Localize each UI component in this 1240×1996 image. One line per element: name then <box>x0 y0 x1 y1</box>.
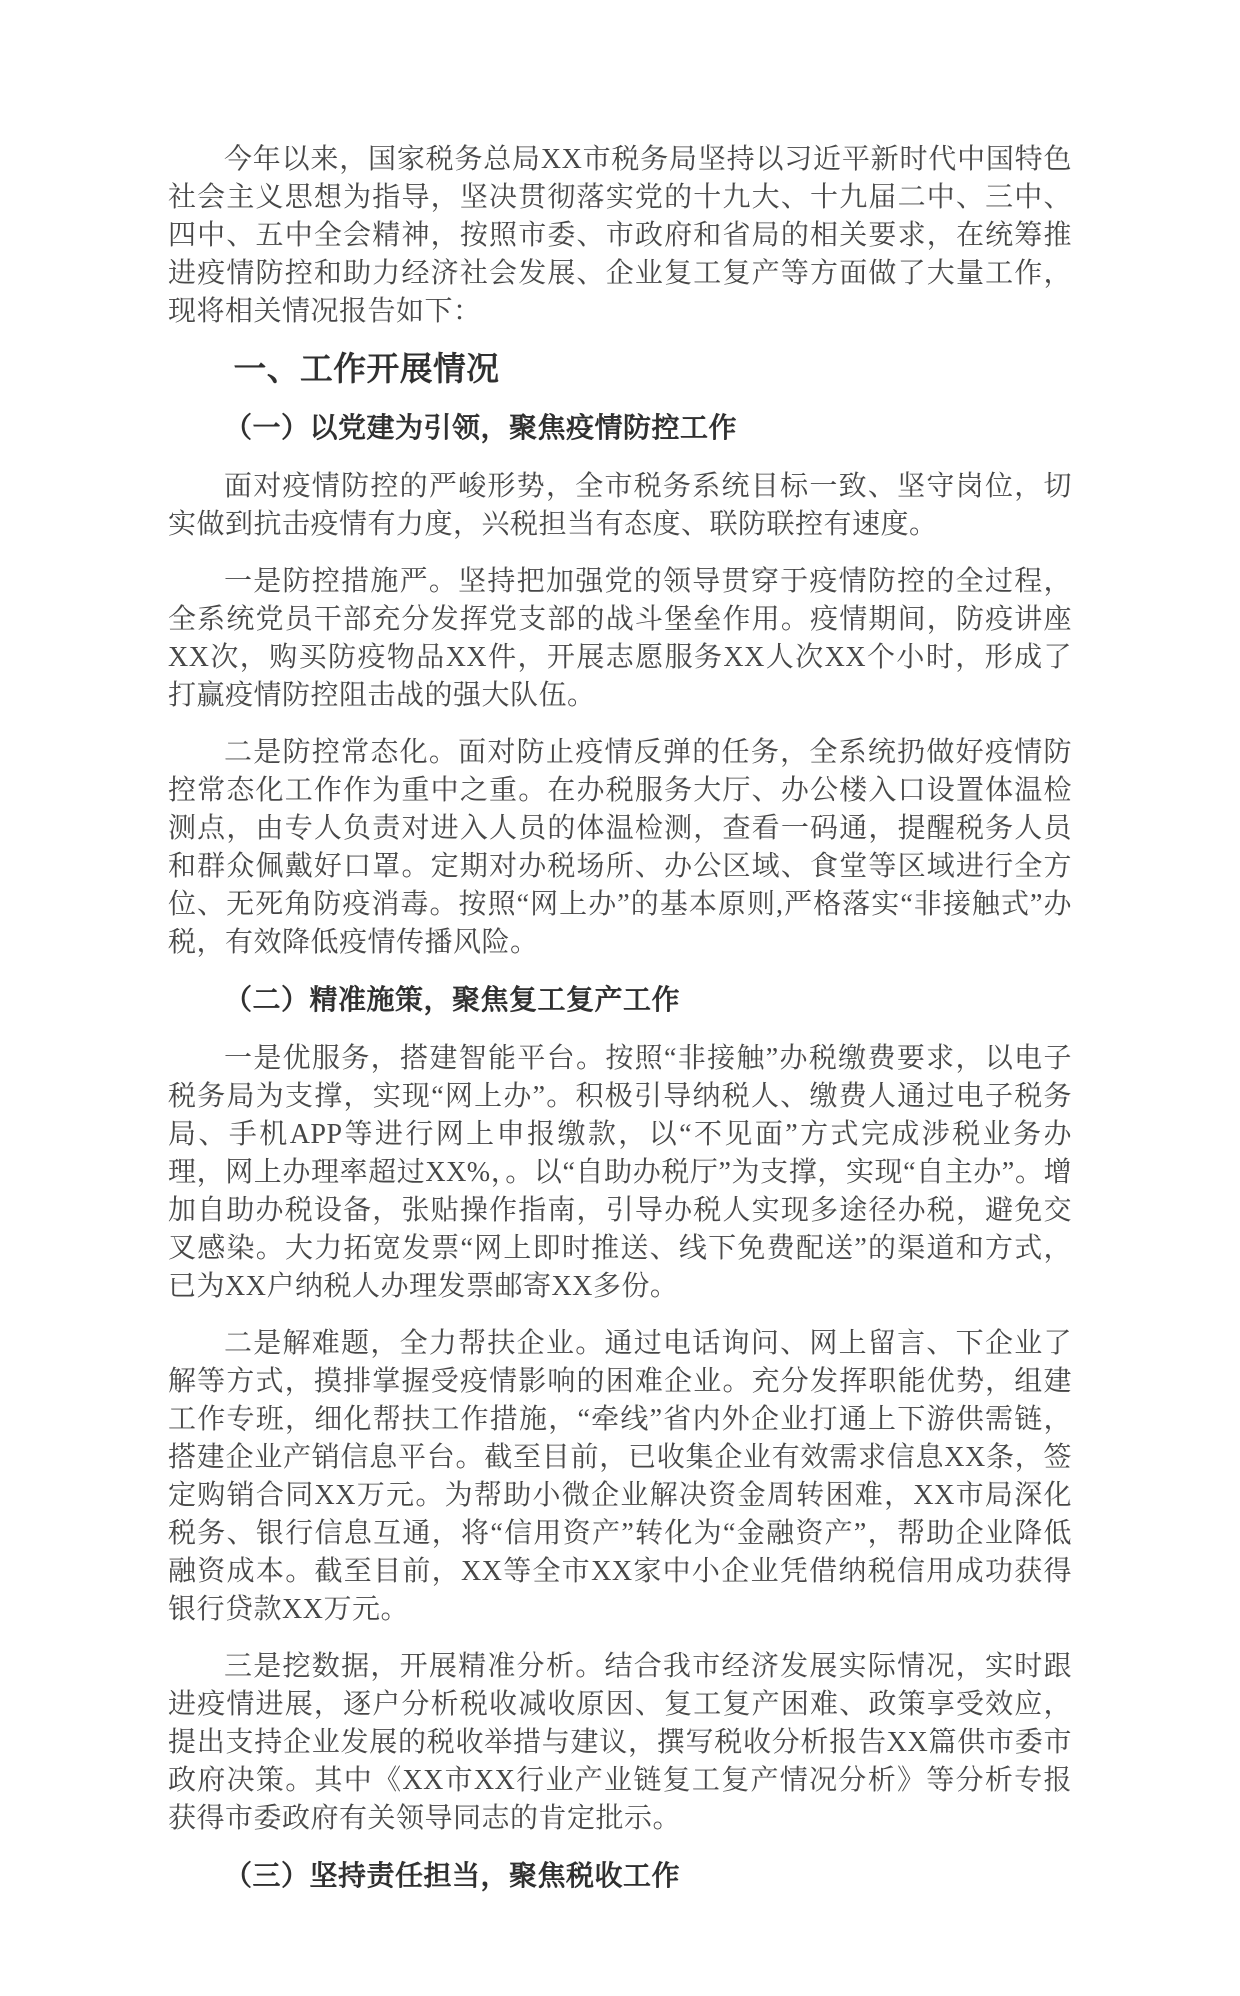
paragraph-normalized-control: 二是防控常态化。面对防止疫情反弹的任务，全系统扔做好疫情防控常态化工作作为重中之重。在办税服务大厅、办公楼入口设置体温检测点，由专人负责对进入人员的体温检测，查看一码通，提醒税务人员和群众佩戴好口罩。定期对办税场所、办公区域、食堂等区域进行全方位、无死角防疫消毒。按照“网上办”的基本原则,严格落实“非接触式”办税，有效降低疫情传播风险。 <box>168 737 1072 958</box>
paragraph-help-enterprises: 二是解难题，全力帮扶企业。通过电话询问、网上留言、下企业了解等方式，摸排掌握受疫情影响的困难企业。充分发挥职能优势，组建工作专班，细化帮扶工作措施，“牵线”省内外企业打通上下游供需链，搭建企业产销信息平台。截至目前，已收集企业有效需求信息XX条，签定购销合同XX万元。为帮助小微企业解决资金周转困难，XX市局深化税务、银行信息互通，将“信用资产”转化为“金融资产”，帮助企业降低融资成本。截至目前，XX等全市XX家中小企业凭借纳税信用成功获得银行贷款XX万元。 <box>168 1328 1072 1625</box>
paragraph-epidemic-overview: 面对疫情防控的严峻形势，全市税务系统目标一致、坚守岗位，切实做到抗击疫情有力度，兴税担当有态度、联防联控有速度。 <box>168 471 1072 540</box>
paragraph-data-analysis: 三是挖数据，开展精准分析。结合我市经济发展实际情况，实时跟进疫情进展，逐户分析税收减收原因、复工复产困难、政策享受效应，提出支持企业发展的税收举措与建议，撰写税收分析报告XX篇供市委市政府决策。其中《XX市XX行业产业链复工复产情况分析》等分析专报获得市委政府有关领导同志的肯定批示。 <box>168 1651 1072 1834</box>
subsection-heading-resume-work: （二）精准施策，聚焦复工复产工作 <box>224 984 681 1015</box>
subsection-heading-party-epidemic-control: （一）以党建为引领，聚焦疫情防控工作 <box>224 412 738 443</box>
paragraph-strict-control-measures: 一是防控措施严。坚持把加强党的领导贯穿于疫情防控的全过程，全系统党员干部充分发挥党支部的战斗堡垒作用。疫情期间，防疫讲座XX次，购买防疫物品XX件，开展志愿服务XX人次XX个小时，形成了打赢疫情防控阻击战的强大队伍。 <box>168 566 1072 711</box>
intro-paragraph: 今年以来，国家税务总局XX市税务局坚持以习近平新时代中国特色社会主义思想为指导，坚决贯彻落实党的十九大、十九届二中、三中、四中、五中全会精神，按照市委、市政府和省局的相关要求，在统筹推进疫情防控和助力经济社会发展、企业复工复产等方面做了大量工作，现将相关情况报告如下： <box>168 144 1072 327</box>
subsection-heading-tax-work: （三）坚持责任担当，聚焦税收工作 <box>224 1860 681 1891</box>
paragraph-smart-platform: 一是优服务，搭建智能平台。按照“非接触”办税缴费要求，以电子税务局为支撑，实现“网上办”。积极引导纳税人、缴费人通过电子税务局、手机APP等进行网上申报缴款，以“不见面”方式完成涉税业务办理，网上办理率超过XX%，。以“自助办税厅”为支撑，实现“自主办”。增加自助办税设备，张贴操作指南，引导办税人实现多途径办税，避免交叉感染。大力拓宽发票“网上即时推送、线下免费配送”的渠道和方式，已为XX户纳税人办理发票邮寄XX多份。 <box>168 1043 1072 1302</box>
section-heading-work-progress: 一、工作开展情况 <box>233 350 500 387</box>
